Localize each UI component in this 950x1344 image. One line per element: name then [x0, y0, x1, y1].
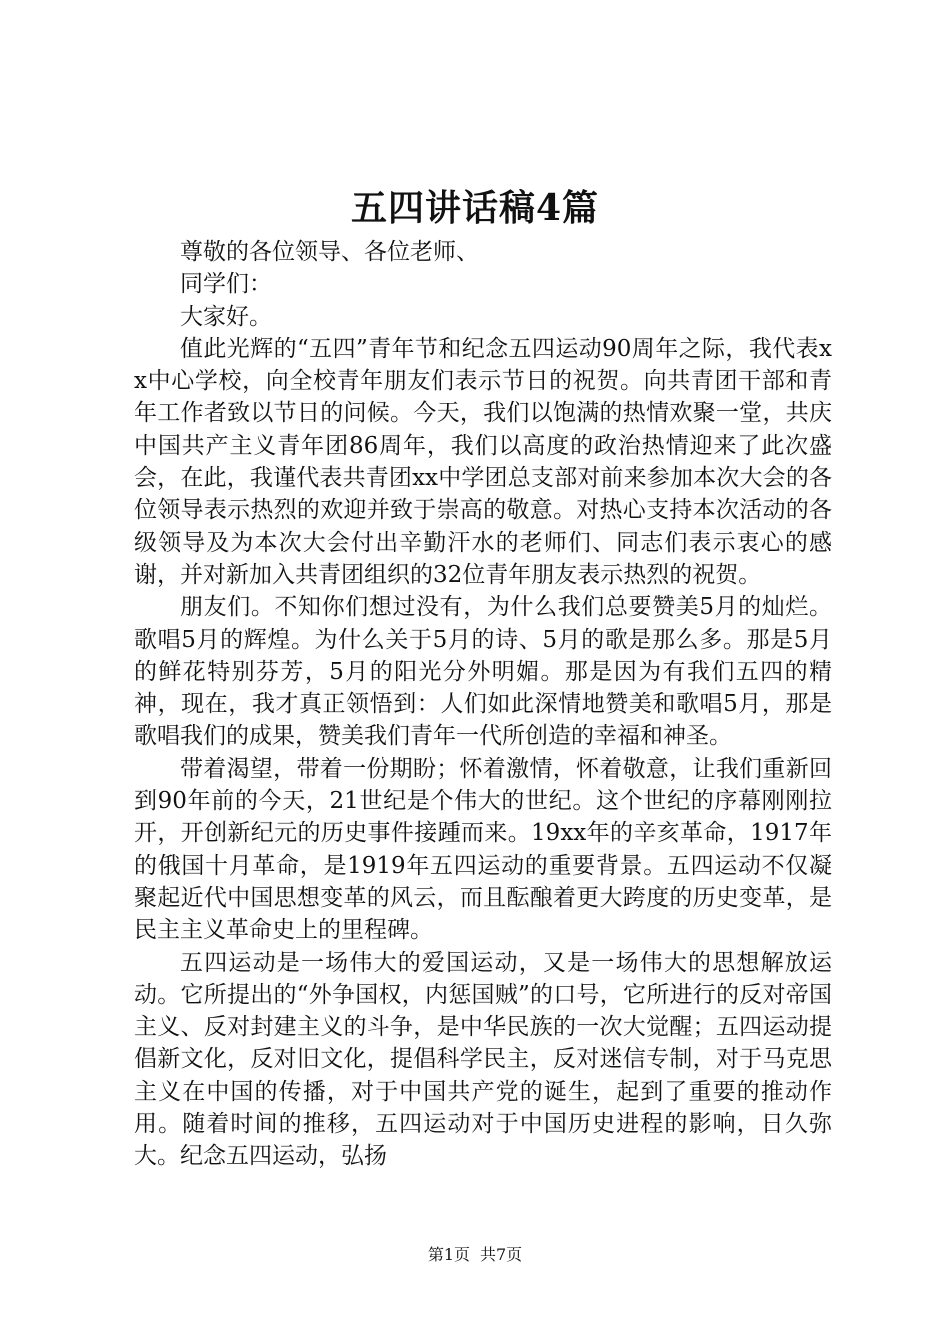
- body-paragraph: 五四运动是一场伟大的爱国运动，又是一场伟大的思想解放运动。它所提出的“外争国权，内惩国贼”的口号，它所进行的反对帝国主义、反对封建主义的斗争，是中华民族的一次大觉醒；五四运动提倡新文化，反对旧文化，提倡科学民主，反对迷信专制，对于马克思主义在中国的传播，对于中国共产党的诞生，起到了重要的推动作用。随着时间的推移，五四运动对于中国历史进程的影响，日久弥大。纪念五四运动，弘扬: [134, 949, 832, 1170]
- page-title: 五四讲话稿4篇: [350, 187, 600, 229]
- greeting-line: 尊敬的各位领导、各位老师、: [180, 239, 479, 265]
- page-total: 共7页: [480, 1245, 523, 1264]
- body-paragraph: 带着渴望，带着一份期盼；怀着激情，怀着敬意，让我们重新回到90年前的今天，21世纪是个伟大的世纪。这个世纪的序幕刚刚拉开，开创新纪元的历史事件接踵而来。19xx年的辛亥革命，1917年的俄国十月革命，是1919年五四运动的重要背景。五四运动不仅凝聚起近代中国思想变革的风云，而且酝酿着更大跨度的历史变革，是民主主义革命史上的里程碑。: [134, 755, 832, 944]
- page-number: 第1页: [427, 1245, 470, 1264]
- page-footer: [0, 1244, 950, 1266]
- body-paragraph: 值此光辉的“五四”青年节和纪念五四运动90周年之际，我代表xx中心学校，向全校青年朋友们表示节日的祝贺。向共青团干部和青年工作者致以节日的问候。今天，我们以饱满的热情欢聚一堂，共庆中国共产主义青年团86周年，我们以高度的政治热情迎来了此次盛会，在此，我谨代表共青团xx中学团总支部对前来参加本次大会的各位领导表示热烈的欢迎并致于崇高的敬意。对热心支持本次活动的各级领导及为本次大会付出辛勤汗水的老师们、同志们表示衷心的感谢，并对新加入共青团组织的32位青年朋友表示热烈的祝贺。: [134, 335, 832, 588]
- body-paragraph: 朋友们。不知你们想过没有，为什么我们总要赞美5月的灿烂。歌唱5月的辉煌。为什么关于5月的诗、5月的歌是那么多。那是5月的鲜花特别芬芳，5月的阳光分外明媚。那是因为有我们五四的精神，现在，我才真正领悟到：人们如此深情地赞美和歌唱5月，那是歌唱我们的成果，赞美我们青年一代所创造的幸福和神圣。: [134, 594, 832, 750]
- greeting-line: 大家好。: [180, 303, 272, 330]
- greeting-line: 同学们：: [180, 271, 272, 298]
- document-body: [134, 236, 832, 1173]
